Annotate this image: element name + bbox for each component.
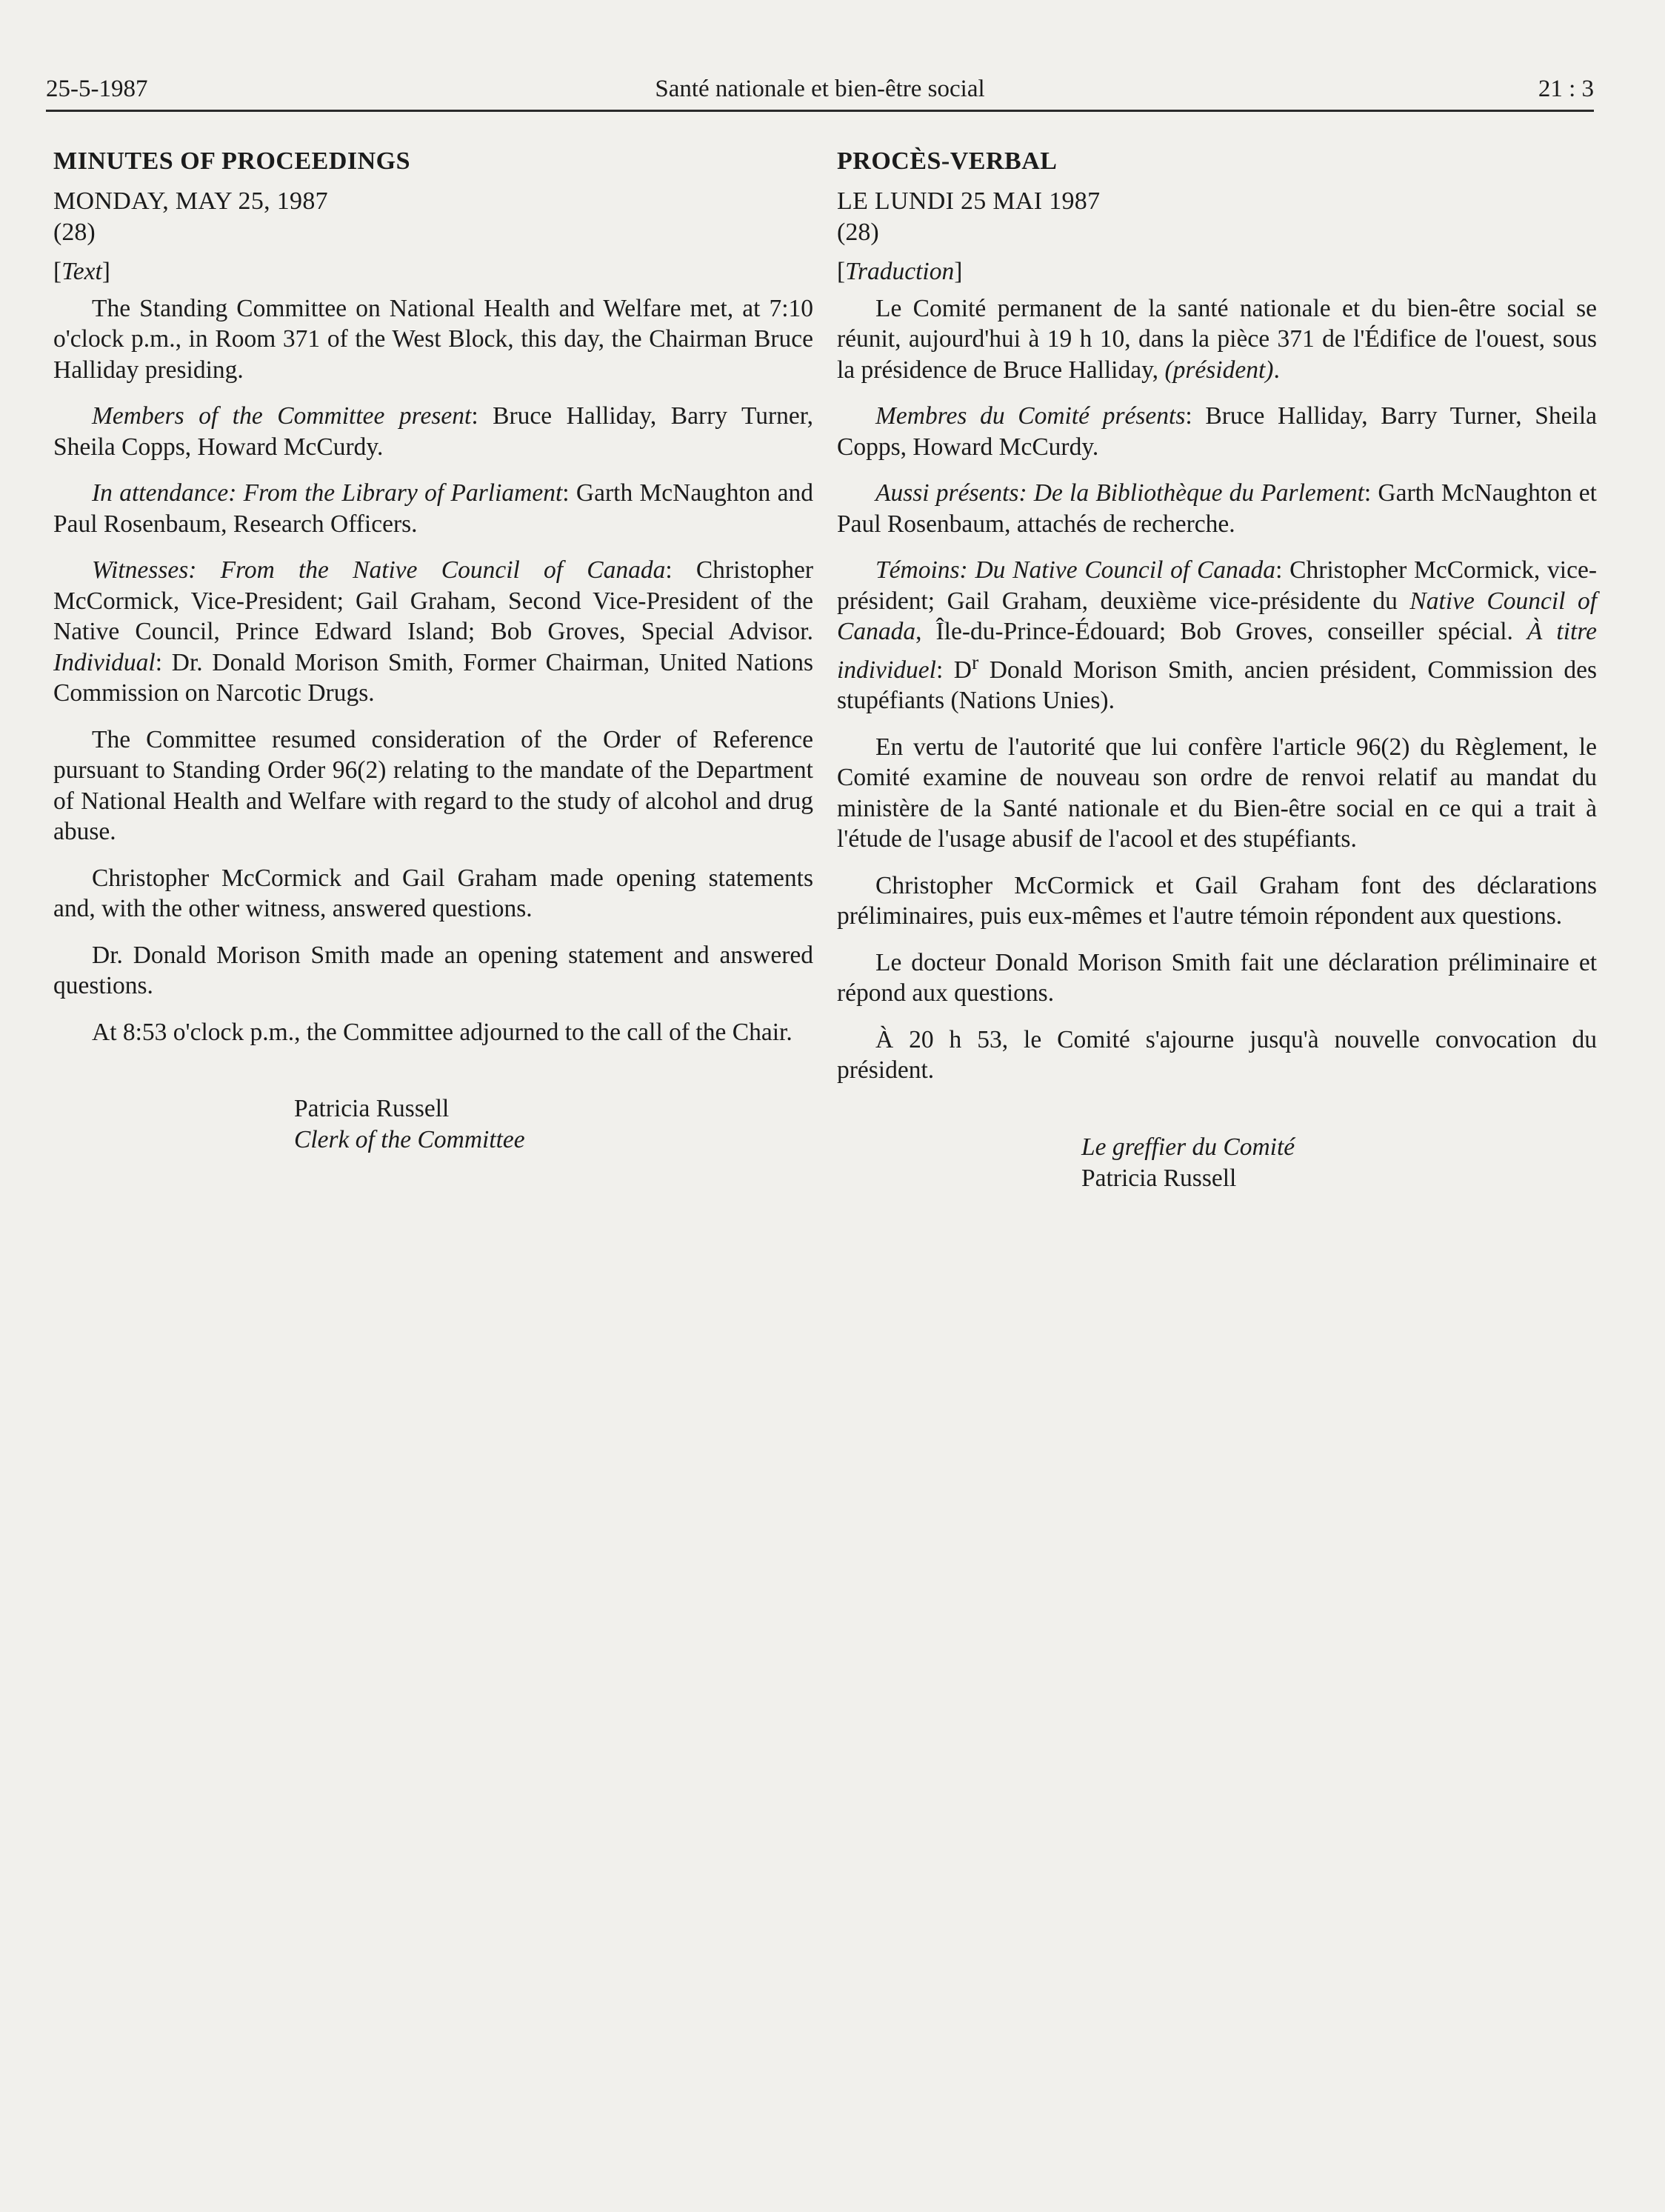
opening-end-fr: . bbox=[1273, 356, 1280, 384]
clerk-signature-fr bbox=[837, 1132, 1597, 1194]
translation-note: [Traduction] bbox=[837, 258, 963, 285]
clerk-name-fr: Patricia Russell bbox=[1081, 1164, 1237, 1192]
witnesses-text2-fr: , Île-du-Prince-Édouard; Bob Groves, conseiller spécial. bbox=[915, 618, 1513, 645]
members-paragraph-fr bbox=[837, 401, 1597, 462]
proces-verbal-title: PROCÈS-VERBAL bbox=[837, 147, 1058, 175]
individual-sup-fr: r bbox=[971, 650, 979, 674]
members-text-fr: : Bruce Halliday, Barry Turner, Sheila Copps, Howard McCurdy. bbox=[837, 402, 1598, 461]
opening-paragraph: The Standing Committee on National Health and Welfare met, at 7:10 o'clock p.m., in Room 371 of the West Block, this day, the Chairman Bruce Halliday presiding. bbox=[53, 294, 813, 384]
order-of-reference-paragraph-fr: En vertu de l'autorité que lui confère l'article 96(2) du Règlement, le Comité examine de nouveau son ordre de renvoi relatif au mandat du ministère de la Santé nationale et du Bien-être social en ce qui a trait à l'étude de l'usage abusif de l'acool et des stupéfiants. bbox=[837, 733, 1597, 853]
opening-text-fr: Le Comité permanent de la santé nationale et du bien-être social se réunit, aujourd'hui à 19 h 10, dans la pièce 371 de l'Édifice de l'ouest, sous la présidence de Bruce Halliday, bbox=[837, 294, 1597, 384]
adjournment-paragraph-fr: À 20 h 53, le Comité s'ajourne jusqu'à nouvelle convocation du président. bbox=[837, 1025, 1597, 1085]
attendance-text-fr: : Garth McNaughton et Paul Rosenbaum, attachés de recherche. bbox=[837, 479, 1597, 538]
clerk-signature bbox=[53, 1093, 813, 1156]
minutes-title: MINUTES OF PROCEEDINGS bbox=[53, 147, 411, 175]
witnesses-org2-fr: Native Council of Canada bbox=[837, 587, 1598, 645]
translation-note-label: Traduction bbox=[845, 258, 955, 285]
president-role-fr: (président) bbox=[1164, 356, 1274, 384]
witnesses-text: : Christopher McCormick, Vice-President; Gail Graham, Second Vice-President of the Native Council, Prince Edward Island; Bob Groves, Special Advisor. bbox=[53, 556, 813, 645]
witnesses-label: Witnesses: From the Native Council of Canada bbox=[92, 556, 666, 584]
clerk-role: Clerk of the Committee bbox=[294, 1126, 525, 1153]
opening-paragraph-fr bbox=[837, 293, 1597, 386]
header-date: 25-5-1987 bbox=[46, 76, 148, 102]
english-column bbox=[53, 145, 813, 1156]
members-label-fr: Membres du Comité présents bbox=[875, 402, 1186, 430]
header-title: Santé nationale et bien-être social bbox=[655, 76, 985, 102]
attendance-paragraph bbox=[53, 478, 813, 539]
statements-paragraph-fr: Christopher McCormick et Gail Graham font des déclarations préliminaires, puis eux-mêmes et l'autre témoin répondent aux questions. bbox=[837, 871, 1597, 930]
attendance-text: : Garth McNaughton and Paul Rosenbaum, Research Officers. bbox=[53, 479, 813, 538]
smith-statement-paragraph: Dr. Donald Morison Smith made an opening statement and answered questions. bbox=[53, 941, 813, 999]
individual-pre-fr: : D bbox=[935, 656, 972, 684]
french-column bbox=[837, 145, 1597, 1194]
meeting-date-fr: LE LUNDI 25 MAI 1987 bbox=[837, 187, 1101, 215]
clerk-name: Patricia Russell bbox=[294, 1095, 450, 1122]
order-of-reference-paragraph: The Committee resumed consideration of the Order of Reference pursuant to Standing Order 96(2) relating to the mandate of the Department of National Health and Welfare with regard to the study of alcohol and drug abuse. bbox=[53, 725, 813, 845]
meeting-number-fr: (28) bbox=[837, 219, 879, 246]
individual-label-fr: À titre individuel bbox=[837, 618, 1597, 684]
meeting-date: MONDAY, MAY 25, 1987 bbox=[53, 187, 328, 215]
header-page-number: 21 : 3 bbox=[1538, 76, 1594, 102]
individual-text-fr: Donald Morison Smith, ancien président, Commission des stupéfiants (Nations Unies). bbox=[837, 656, 1597, 715]
individual-text: : Dr. Donald Morison Smith, Former Chairman, United Nations Commission on Narcotic Drugs. bbox=[53, 648, 813, 707]
witnesses-org-fr: Du Native Council of Canada bbox=[975, 556, 1276, 584]
individual-label: Individual bbox=[53, 648, 156, 676]
members-label: Members of the Committee present bbox=[92, 402, 472, 430]
running-header bbox=[46, 68, 1594, 112]
witnesses-paragraph-fr bbox=[837, 555, 1597, 716]
text-note-label: Text bbox=[61, 258, 102, 285]
members-paragraph bbox=[53, 401, 813, 462]
adjournment-paragraph: At 8:53 o'clock p.m., the Committee adjourned to the call of the Chair. bbox=[92, 1018, 793, 1046]
smith-statement-paragraph-fr: Le docteur Donald Morison Smith fait une déclaration préliminaire et répond aux questions. bbox=[837, 948, 1597, 1007]
witnesses-paragraph bbox=[53, 555, 813, 709]
attendance-paragraph-fr bbox=[837, 478, 1597, 539]
meeting-number: (28) bbox=[53, 219, 96, 246]
witnesses-label-fr: Témoins bbox=[875, 556, 960, 584]
attendance-label: In attendance: From the Library of Parliament bbox=[92, 479, 563, 507]
attendance-label-fr: Aussi présents: De la Bibliothèque du Parlement bbox=[875, 479, 1364, 507]
statements-paragraph: Christopher McCormick and Gail Graham made opening statements and, with the other witness, answered questions. bbox=[53, 864, 813, 922]
witnesses-text1-fr: : Christopher McCormick, vice-président; Gail Graham, deuxième vice-présidente du bbox=[837, 556, 1597, 615]
text-note: [Text] bbox=[53, 258, 110, 285]
members-text: : Bruce Halliday, Barry Turner, Sheila Copps, Howard McCurdy. bbox=[53, 402, 813, 461]
clerk-role-fr: Le greffier du Comité bbox=[1081, 1133, 1295, 1161]
witnesses-sep-fr: : bbox=[959, 556, 975, 584]
